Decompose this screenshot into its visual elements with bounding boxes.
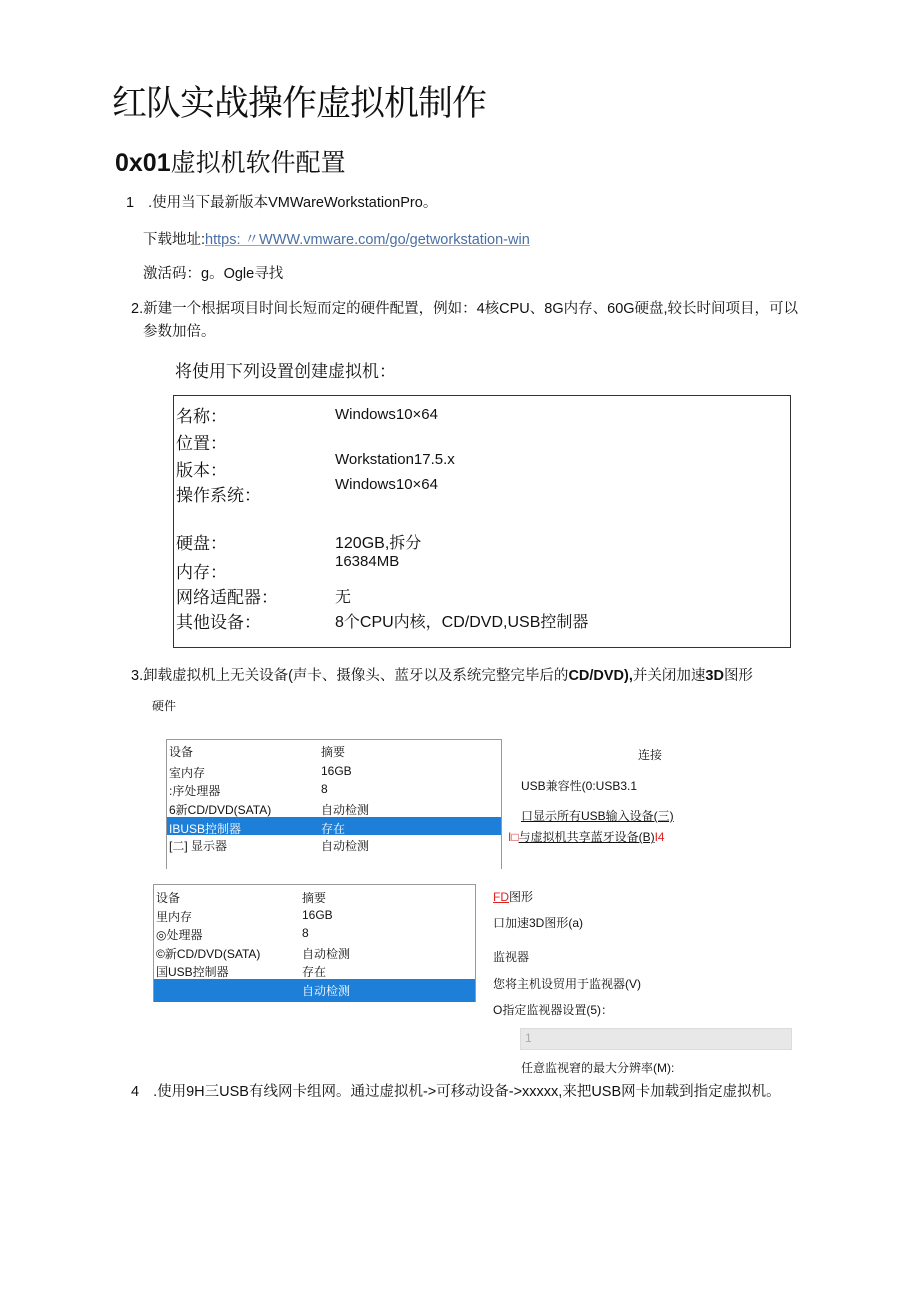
hw2-row-usb-summary: 存在 xyxy=(302,965,327,979)
share-bt-prefix: I□ xyxy=(508,830,519,844)
hw2-row-cpu-summary: 8 xyxy=(302,926,309,940)
hw1-row-display-summary: 自动检测 xyxy=(321,839,370,853)
hw1-header-summary: 摘要 xyxy=(321,745,346,759)
specify-monitor-radio[interactable]: O指定监视器设置(5)： xyxy=(493,1003,614,1017)
summary-value-other: 8个CPU内核，CD/DVD,USB控制器 xyxy=(335,614,589,631)
hw2-header-summary: 摘要 xyxy=(302,891,327,905)
step-2-number: 2 xyxy=(131,301,140,317)
download-line xyxy=(143,228,530,249)
step-1-text: .使用当下最新版本VMWareWorkstationPro。 xyxy=(148,195,438,211)
max-resolution-label: 任意监视窘的最大分辨率(M): xyxy=(521,1061,675,1075)
hw2-row-usb[interactable]: 国USB控制器 xyxy=(156,965,229,979)
summary-label-network: 网络适配器： xyxy=(176,588,278,607)
step-1-number: 1 xyxy=(126,195,135,211)
share-bluetooth-checkbox[interactable] xyxy=(508,828,665,845)
hw1-row-cdrom[interactable]: 6新CD/DVD(SATA) xyxy=(169,803,272,817)
summary-label-other: 其他设备： xyxy=(176,613,261,632)
connect-heading: 连接 xyxy=(638,748,663,762)
step-4-text: .使用9H三USB有线网卡组网。通过虚拟机->可移动设备->xxxxx,来把USB网卡加载到指定虚拟机。 xyxy=(153,1084,781,1100)
section-number: 0x01 xyxy=(115,149,171,177)
accelerate-3d-checkbox[interactable] xyxy=(493,914,584,930)
step-1 xyxy=(126,191,437,212)
summary-label-os: 操作系统： xyxy=(176,486,261,505)
step-2-text: .新建一个根据项目时间长短而定的硬件配置，例如：4核CPU、8G内存、60G硬盘,较长时间项目，可以 xyxy=(139,301,799,317)
graphics-heading xyxy=(493,888,533,905)
hardware-list-2 xyxy=(153,884,476,1002)
summary-label-disk: 硬盘： xyxy=(176,534,227,553)
step-3-number: 3 xyxy=(131,668,140,684)
hw1-row-display[interactable]: [二] 显示器 xyxy=(169,839,228,853)
hw2-row-memory-summary: 16GB xyxy=(302,908,333,922)
step-3 xyxy=(131,664,753,685)
summary-label-name: 名称： xyxy=(176,407,227,426)
step-3-text-bold: CD/DVD), xyxy=(568,668,633,684)
summary-label-version: 版本： xyxy=(176,461,227,480)
monitor-count-select[interactable] xyxy=(520,1028,792,1050)
hw1-row-usb[interactable]: IBUSB控制器 xyxy=(169,822,242,836)
summary-value-network: 无 xyxy=(335,589,352,606)
step-2-line1 xyxy=(131,297,798,318)
share-bt-text: 与虚拟机共享蓝牙设备(B) xyxy=(518,830,655,844)
hw2-row-memory[interactable]: 里内存 xyxy=(156,910,193,924)
step-3-text-bold2: 3D xyxy=(705,668,724,684)
step-3-text-mid: 并关闭加速 xyxy=(632,668,706,684)
monitor-count-value: 1 xyxy=(525,1031,532,1045)
summary-label-location: 位置： xyxy=(176,434,227,453)
summary-label-memory: 内存： xyxy=(176,563,227,582)
hw1-row-memory[interactable]: 室内存 xyxy=(169,766,206,780)
step-3-text: .卸载虚拟机上无关设备(声卡、摄像头、蓝牙以及系统完整完毕后的 xyxy=(139,668,569,684)
usb-compat-select[interactable]: USB兼容性(0:USB3.1 xyxy=(521,779,638,793)
step-2-line2: 参数加倍。 xyxy=(143,324,216,340)
show-all-usb-checkbox[interactable]: 口显示所有USB输入设备(三) xyxy=(521,809,674,823)
section-heading xyxy=(115,143,346,179)
hw1-row-cpu[interactable]: :序处理器 xyxy=(169,784,221,798)
summary-value-memory: 16384MB xyxy=(335,553,400,570)
hardware-list-1 xyxy=(166,739,502,869)
monitor-heading: 监视器 xyxy=(493,950,530,964)
summary-value-os: Windows10×64 xyxy=(335,476,438,493)
hw2-row-cpu[interactable]: ◎处理器 xyxy=(156,928,203,942)
summary-value-disk: 120GB,拆分 xyxy=(335,535,422,552)
hw1-row-cdrom-summary: 自动检测 xyxy=(321,803,370,817)
download-link[interactable]: https: 〃WWW.vmware.com/go/getworkstation-win xyxy=(205,232,530,248)
vm-summary-box xyxy=(173,395,791,648)
hw2-row-cdrom-summary: 自动检测 xyxy=(302,947,351,961)
download-label: 下载地址: xyxy=(143,232,206,248)
vm-summary-title: 将使用下列设置创建虚拟机： xyxy=(175,362,396,381)
use-host-setting-radio[interactable]: 您将主机设贸用于监视器(V) xyxy=(493,977,641,991)
graphics-text: 图形 xyxy=(509,890,534,904)
page-title: 红队实战操作虚拟机制作 xyxy=(112,84,487,123)
hw1-row-cpu-summary: 8 xyxy=(321,782,328,796)
summary-value-version: Workstation17.5.x xyxy=(335,451,455,468)
hw1-row-usb-summary: 存在 xyxy=(321,822,346,836)
hw2-row-cdrom[interactable]: ©新CD/DVD(SATA) xyxy=(156,947,261,961)
activation-line: 激活码：g。Ogle寻找 xyxy=(143,266,284,282)
hardware-caption: 硬件 xyxy=(152,699,177,713)
hw1-row-memory-summary: 16GB xyxy=(321,764,352,778)
summary-value-name: Windows10×64 xyxy=(335,406,438,423)
step-4 xyxy=(131,1080,781,1101)
hw2-header-device: 设备 xyxy=(156,891,181,905)
hw2-row-display-summary: 自动检测 xyxy=(302,984,351,998)
graphics-prefix: FD xyxy=(493,890,509,904)
step-3-text-post: 图形 xyxy=(723,668,753,684)
hw1-header-device: 设备 xyxy=(169,745,194,759)
share-bt-suffix: I4 xyxy=(654,830,665,844)
step-4-number: 4 xyxy=(131,1084,140,1100)
section-text: 虚拟机软件配置 xyxy=(170,149,346,177)
accelerate-3d-text: 口加速3D图形(a) xyxy=(493,916,584,930)
